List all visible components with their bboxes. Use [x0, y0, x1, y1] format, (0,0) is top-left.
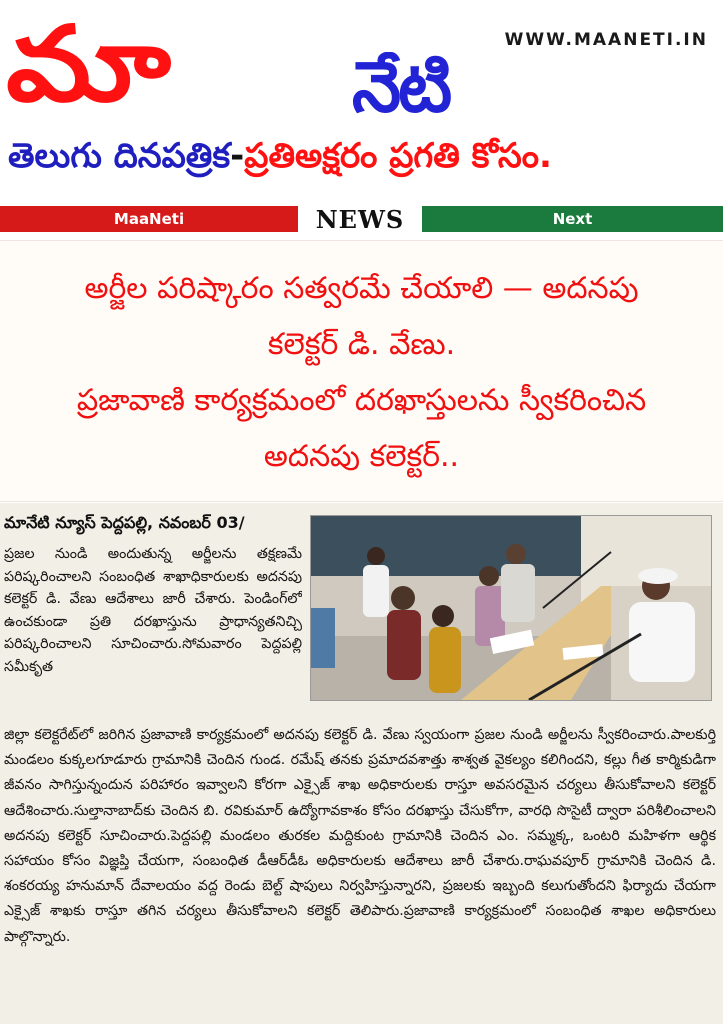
logo-neti: నేటి — [352, 52, 450, 122]
masthead — [0, 0, 723, 200]
tagline-motto: ప్రతిఅక్షరం ప్రగతి కోసం. — [244, 136, 552, 176]
nav-next-button[interactable]: Next — [422, 206, 723, 232]
tagline — [8, 132, 718, 180]
article-byline: మానేటి న్యూస్ పెద్దపల్లి, నవంబర్ 03/ — [4, 513, 245, 532]
site-url[interactable]: WWW.MAANETI.IN — [504, 30, 708, 50]
tagline-dash: - — [230, 136, 245, 176]
headline-line-4: అదనపు కలెక్టర్.. — [263, 439, 460, 474]
headline-line-3: ప్రజావాణి కార్యక్రమంలో దరఖాస్తులను స్వీకరించిన — [76, 383, 647, 418]
logo-maa: మా — [6, 10, 165, 118]
nav-news-label: NEWS — [315, 205, 405, 234]
tagline-newspaper: తెలుగు దినపత్రిక — [8, 136, 231, 176]
headline-line-2: కలెక్టర్ డి. వేణు. — [267, 327, 456, 362]
news-photo-illustration — [311, 516, 711, 700]
nav-bar — [0, 204, 723, 236]
article-column-text: ప్రజల నుండి అందుతున్న అర్జీలను తక్షణమే పరిష్కరించాలని సంబంధిత శాఖాధికారులకు అదనపు కలెక్టర్ డి. వేణు ఆదేశాలు జారీ చేశారు. పెండింగ్‌లో ఉంచకుండా ప్రతి దరఖాస్తును ప్రాధాన్యతనిచ్చి పరిష్కరించాలని సూచించారు.సోమవారం పెద్దపల్లి సమీకృత — [4, 546, 302, 675]
news-photo — [310, 515, 712, 701]
article — [0, 503, 723, 1024]
headline-line-1: అర్జీల పరిష్కారం సత్వరమే చేయాలి — అదనపు — [84, 271, 639, 306]
article-full-text: జిల్లా కలెక్టరేట్‌లో జరిగిన ప్రజావాణి కార్యక్రమంలో అదనపు కలెక్టర్ డి. వేణు స్వయంగా ప్రజల నుండి అర్జీలను స్వీకరించారు.పాలకుర్తి మండలం కుక్కలగూడూరు గ్రామానికి చెందిన గుండ. రమేష్ తనకు ప్రమాదవశాత్తు శాశ్వత వైకల్యం కలిగిందని, కల్లు గీత కార్మికుడిగా జీవనం సాగిస్తున్నందున పరిహారం ఇవ్వాలని కోరగా ఎక్సైజ్ శాఖ అధికారులకు రాస్తూ అవసరమైన చర్యలు తీసుకోవాలని కలెక్టర్ ఆదేశించారు.సుల్తానాబాద్‌కు చెందిన బి. రవికుమార్ ఉద్యోగావకాశం కోసం దరఖాస్తు చేసుకోగా, వారధి సొసైటీ ద్వారా పరిశీలించాలని అదనపు కలెక్టర్ సూచించారు.పెద్దపల్లి మండలం తురకల మద్దికుంట గ్రామానికి చెందిన ఎం. సమ్మక్క, ఒంటరి మహిళగా ఆర్థిక సహాయం కోసం విజ్ఞప్తి చేయగా, సంబంధిత డీఆర్‌డీఓ అధికారులకు ఆదేశాలు జారీ చేశారు.రాఘవపూర్ గ్రామానికి చెందిన డి. శంకరయ్య హనుమాన్ దేవాలయం వద్ద రెండు బెల్ట్ షాపులు నిర్వహిస్తున్నారని, ప్రజలకు ఇబ్బంది కలుగుతోందని ఫిర్యాదు చేయగా ఎక్సైజ్ శాఖకు రాస్తూ తగిన చర్యలు తీసుకోవాలని కలెక్టర్ తెలిపారు.ప్రజావాణి కార్యక్రమంలో సంబంధిత శాఖల అధికారులు పాల్గొన్నారు. — [4, 727, 716, 945]
nav-maaneti-button[interactable]: MaaNeti — [0, 206, 298, 232]
headline-box — [0, 240, 723, 502]
